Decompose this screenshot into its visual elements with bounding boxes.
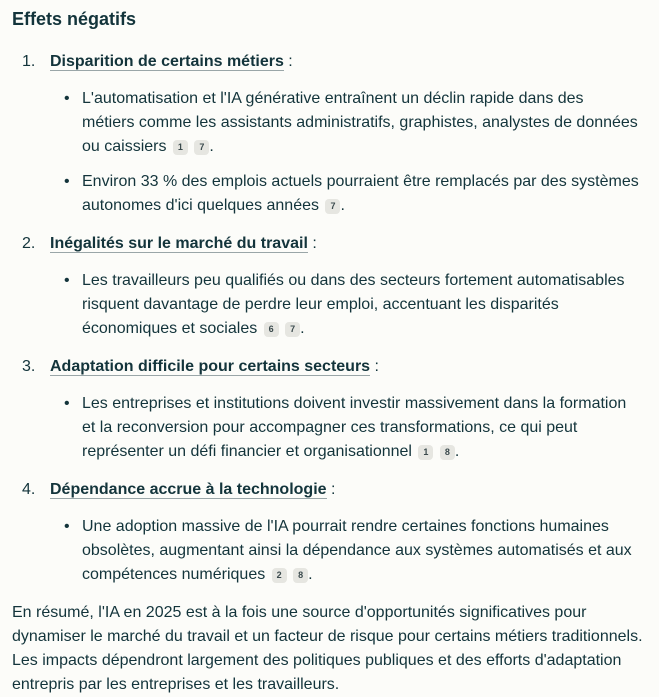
bullet-dot-icon: • <box>64 518 70 535</box>
sentence-period: . <box>308 566 313 583</box>
list-item-number: 2. <box>22 235 36 252</box>
bullet-item <box>64 269 647 341</box>
list-item-colon: : <box>307 235 317 252</box>
bullet-dot-icon: • <box>64 90 70 107</box>
citation-badge[interactable]: 1 <box>173 140 188 155</box>
citation-badge[interactable]: 8 <box>293 568 308 583</box>
list-item-heading <box>12 232 647 256</box>
negative-effects-list <box>12 50 647 587</box>
bullet-dot-icon: • <box>64 272 70 289</box>
list-item-colon: : <box>370 358 379 375</box>
list-item <box>12 355 647 464</box>
bullet-text: L'automatisation et l'IA générative entraînent un déclin rapide dans des métiers comme les assistants administratifs, graphistes, analystes de données ou caissiers <box>82 90 638 155</box>
list-item-colon: : <box>283 53 293 70</box>
list-item-number: 1. <box>22 53 36 70</box>
citation-badge[interactable]: 8 <box>440 445 455 460</box>
bullet-list <box>12 269 647 341</box>
bullet-item <box>64 515 647 587</box>
list-item-number: 4. <box>22 481 36 498</box>
bullet-item <box>64 170 647 218</box>
sentence-period: . <box>300 320 305 337</box>
list-item-heading <box>12 50 647 74</box>
list-item <box>12 478 647 587</box>
list-item-number: 3. <box>22 358 36 375</box>
summary-paragraph: En résumé, l'IA en 2025 est à la fois une source d'opportunités significatives pour dynamiser le marché du travail et un facteur de risque pour certains métiers traditionnels. Les impacts dépendront largement des politiques publiques et des efforts d'adaptation entrepris par les entreprises et les travailleurs. <box>12 604 643 693</box>
bullet-item <box>64 392 647 464</box>
list-item-title: Adaptation difficile pour certains secteurs <box>50 358 371 375</box>
list-item-heading <box>12 355 647 379</box>
bullet-dot-icon: • <box>64 395 70 412</box>
sentence-period: . <box>340 197 345 214</box>
bullet-text: Une adoption massive de l'IA pourrait rendre certaines fonctions humaines obsolètes, augmentant ainsi la dépendance aux systèmes automatisés et aux compétences numériques <box>82 518 632 583</box>
list-item-heading <box>12 478 647 502</box>
list-item-colon: : <box>326 481 336 498</box>
bullet-item <box>64 87 647 159</box>
list-item-title: Dépendance accrue à la technologie <box>50 481 327 498</box>
citation-badge[interactable]: 7 <box>325 199 340 214</box>
list-item <box>12 232 647 341</box>
citation-badge[interactable]: 2 <box>272 568 287 583</box>
sentence-period: . <box>209 138 214 155</box>
bullet-dot-icon: • <box>64 173 70 190</box>
citation-badge[interactable]: 7 <box>194 140 209 155</box>
sentence-period: . <box>454 443 460 460</box>
bullet-text: Les entreprises et institutions doivent investir massivement dans la formation et la reconversion pour accompagner ces transformations, ce qui peut représenter un défi financier et organisationnel <box>82 395 627 460</box>
list-item-title: Disparition de certains métiers <box>50 53 284 70</box>
citation-badge[interactable]: 6 <box>264 322 279 337</box>
bullet-text: Environ 33 % des emplois actuels pourraient être remplacés par des systèmes autonomes d'ici quelques années <box>82 173 639 214</box>
bullet-list <box>12 392 647 464</box>
list-item <box>12 50 647 218</box>
citation-badge[interactable]: 1 <box>418 445 433 460</box>
section-heading: Effets négatifs <box>12 9 137 29</box>
citation-badge[interactable]: 7 <box>285 322 300 337</box>
bullet-list <box>12 87 647 218</box>
bullet-text: Les travailleurs peu qualifiés ou dans des secteurs fortement automatisables risquent davantage de perdre leur emploi, accentuant les disparités économiques et sociales <box>82 272 625 337</box>
list-item-title: Inégalités sur le marché du travail <box>50 235 308 252</box>
bullet-list <box>12 515 647 587</box>
